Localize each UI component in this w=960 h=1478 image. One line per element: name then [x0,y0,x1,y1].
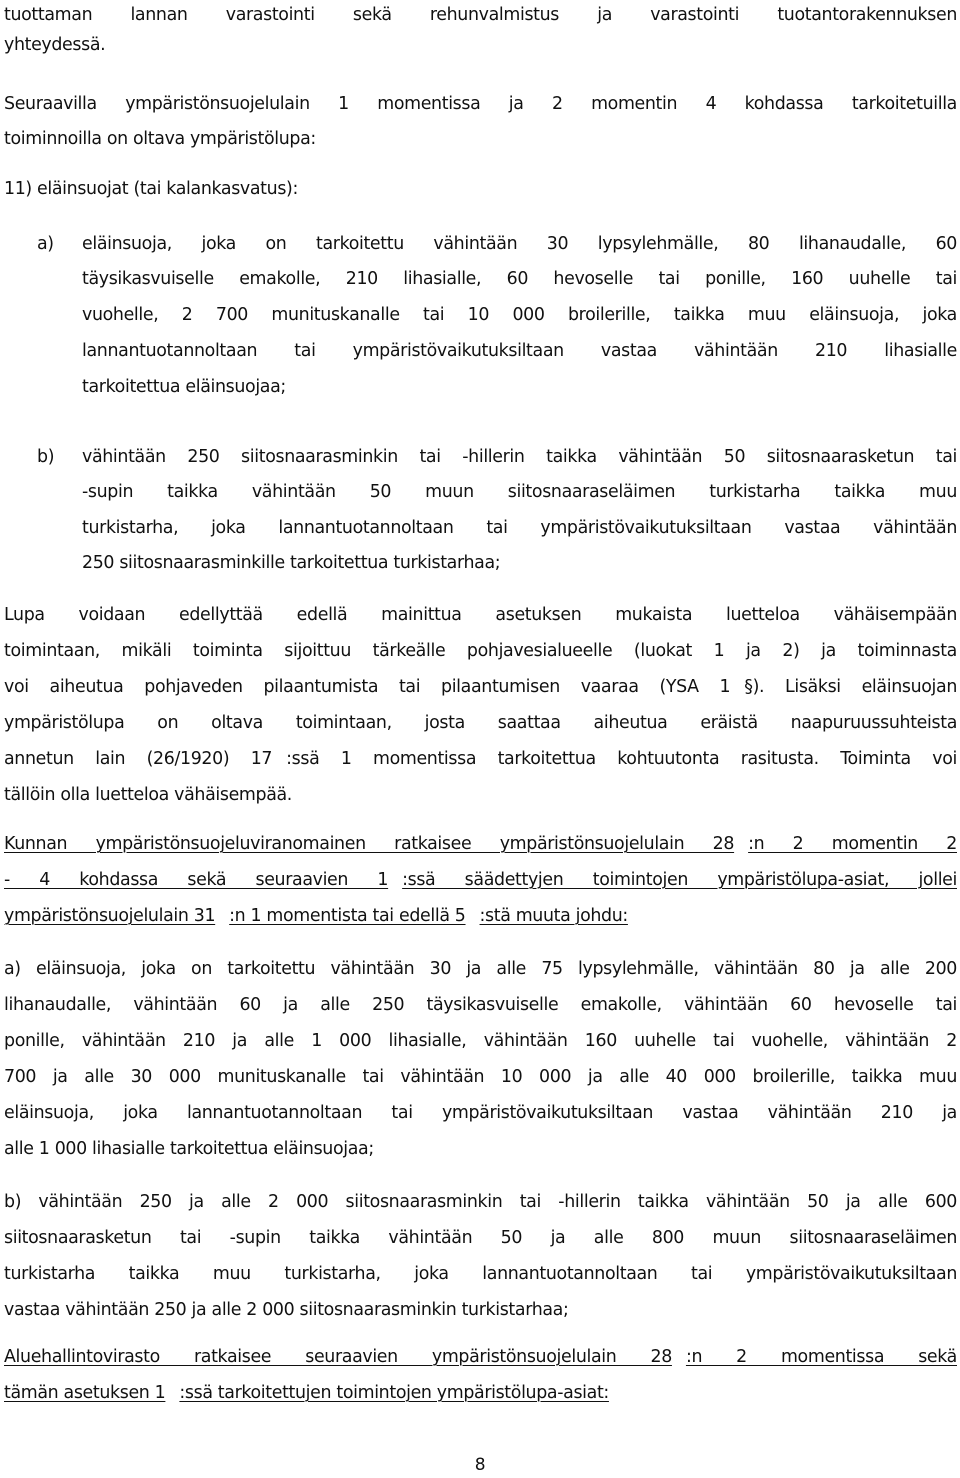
paragraph-line: siitosnaarasketun tai -supin taikka vähintään 50 ja alle 800 muun siitosnaaraseläimen [4,1228,957,1248]
text-segment: :n 2 momentin 2 [748,834,957,854]
underlined-heading-line [4,901,957,931]
text-segment: :stä muuta johdu: [479,906,628,926]
list-marker-b: b) [37,447,55,467]
paragraph-line: Lupa voidaan edellyttää edellä mainittua asetuksen mukaista luetteloa vähäisempään [4,605,957,625]
paragraph-line: tällöin olla luetteloa vähäisempää. [4,785,292,805]
paragraph-line [4,744,957,774]
paragraph-line [4,672,957,702]
list-item-line: turkistarha, joka lannantuotannoltaan tai ympäristövaikutuksiltaan vastaa vähintään [82,518,957,538]
text-segment: annetun lain (26/1920) 17 [4,749,273,769]
list-item-line: vähintään 250 siitosnaarasminkin tai -hillerin taikka vähintään 50 siitosnaarasketun tai [82,447,957,467]
text-segment: ympäristönsuojelulain 31 [4,906,216,926]
underlined-heading-line [4,1342,957,1372]
underlined-heading-line [4,829,957,859]
list-item-line: lannantuotannoltaan tai ympäristövaikutuksiltaan vastaa vähintään 210 lihasialle [82,341,957,361]
paragraph-line: yhteydessä. [4,35,106,55]
paragraph-line: Seuraavilla ympäristönsuojelulain 1 momentissa ja 2 momentin 4 kohdassa tarkoitetuilla [4,94,957,114]
paragraph-line: vastaa vähintään 250 ja alle 2 000 siitosnaarasminkin turkistarhaa; [4,1300,569,1320]
text-segment: tämän asetuksen 1 [4,1383,166,1403]
text-segment: §). Lisäksi eläinsuojan [744,677,957,697]
underlined-heading-line [4,1378,957,1408]
paragraph-line: alle 1 000 lihasialle tarkoitettua eläinsuojaa; [4,1139,374,1159]
text-segment: Kunnan ympäristönsuojeluviranomainen ratkaisee ympäristönsuojelulain 28 [4,834,735,854]
text-segment: :ssä säädettyjen toimintojen ympäristölupa-asiat, jollei [402,870,957,890]
text-segment: - 4 kohdassa sekä seuraavien 1 [4,870,389,890]
paragraph-line: toimintaan, mikäli toiminta sijoittuu tärkeälle pohjavesialueelle (luokat 1 ja 2) ja toiminnasta [4,641,957,661]
list-item-line: 250 siitosnaarasminkille tarkoitettua turkistarhaa; [82,553,501,573]
paragraph-line: b) vähintään 250 ja alle 2 000 siitosnaarasminkin tai -hillerin taikka vähintään 50 ja alle 600 [4,1192,957,1212]
paragraph-line: ponille, vähintään 210 ja alle 1 000 lihasialle, vähintään 160 uuhelle tai vuohelle, vähintään 2 [4,1031,957,1051]
paragraph-line: tuottaman lannan varastointi sekä rehunvalmistus ja varastointi tuotantorakennuksen [4,5,957,25]
paragraph-line: turkistarha taikka muu turkistarha, joka lannantuotannoltaan tai ympäristövaikutuksiltaan [4,1264,957,1284]
page-number: 8 [474,1455,486,1475]
text-segment: voi aiheutua pohjaveden pilaantumista tai pilaantumisen vaaraa (YSA 1 [4,677,731,697]
list-heading: 11) eläinsuojat (tai kalankasvatus): [4,179,298,199]
list-item-line: -supin taikka vähintään 50 muun siitosnaaraseläimen turkistarha taikka muu [82,482,957,502]
list-item-line: eläinsuoja, joka on tarkoitettu vähintään 30 lypsylehmälle, 80 lihanaudalle, 60 [82,234,957,254]
paragraph-line: a) eläinsuoja, joka on tarkoitettu vähintään 30 ja alle 75 lypsylehmälle, vähintään 80 ja alle 200 [4,959,957,979]
text-segment: :ssä 1 momentissa tarkoitettua kohtuutonta rasitusta. Toiminta voi [286,749,957,769]
list-item-line: tarkoitettua eläinsuojaa; [82,377,286,397]
list-item-line: vuohelle, 2 700 munituskanalle tai 10 000 broilerille, taikka muu eläinsuoja, joka [82,305,957,325]
paragraph-line: ympäristölupa on oltava toimintaan, josta saattaa aiheutua eräistä naapuruussuhteista [4,713,957,733]
paragraph-line: toiminnoilla on oltava ympäristölupa: [4,129,316,149]
text-segment: :n 2 momentissa sekä [685,1347,957,1367]
text-segment: Aluehallintovirasto ratkaisee seuraavien ympäristönsuojelulain 28 [4,1347,672,1367]
text-segment: :ssä tarkoitettujen toimintojen ympäristölupa-asiat: [179,1383,609,1403]
list-item-line: täysikasvuiselle emakolle, 210 lihasialle, 60 hevoselle tai ponille, 160 uuhelle tai [82,269,957,289]
paragraph-line: 700 ja alle 30 000 munituskanalle tai vähintään 10 000 ja alle 40 000 broilerille, taikka muu [4,1067,957,1087]
paragraph-line: lihanaudalle, vähintään 60 ja alle 250 täysikasvuiselle emakolle, vähintään 60 hevoselle tai [4,995,957,1015]
text-segment: :n 1 momentista tai edellä 5 [229,906,466,926]
underlined-heading-line [4,865,957,895]
paragraph-line: eläinsuoja, joka lannantuotannoltaan tai ympäristövaikutuksiltaan vastaa vähintään 210 ja [4,1103,957,1123]
list-marker-a: a) [37,234,54,254]
